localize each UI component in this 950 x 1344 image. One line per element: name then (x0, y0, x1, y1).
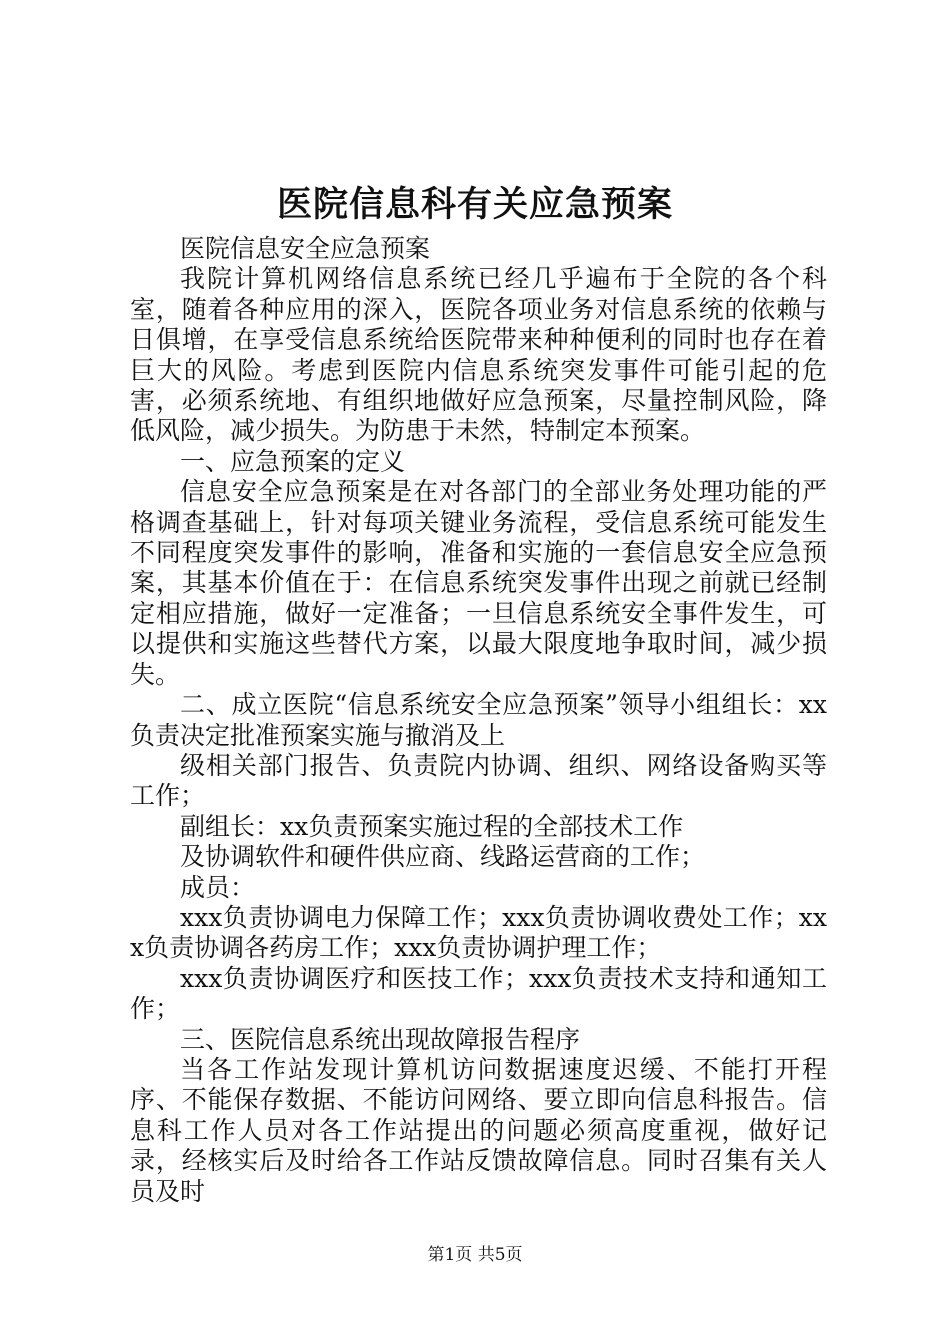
paragraph-members-list-1: xxx负责协调电力保障工作；xxx负责协调收费处工作；xxx负责协调各药房工作；xxx负责协调护理工作； (130, 902, 827, 963)
paragraph-deputy-duty: 及协调软件和硬件供应商、线路运营商的工作； (180, 842, 706, 872)
section-heading-2: 二、成立医院“信息系统安全应急预案”领导小组组长：xx负责决定批准预案实施与撤消及上 (130, 690, 827, 750)
paragraph-definition: 信息安全应急预案是在对各部门的全部业务处理功能的严格调查基础上，针对每项关键业务流程，受信息系统可能发生不同程度突发事件的影响，准备和实施的一套信息安全应急预案，其基本价值在于：在信息系统突发事件出现之前就已经制定相应措施，做好一定准备；一旦信息系统安全事件发生，可以提供和实施这些替代方案，以最大限度地争取时间，减少损失。 (130, 477, 827, 689)
document-title: 医院信息科有关应急预案 (276, 185, 673, 225)
section-heading-3: 三、医院信息系统出现故障报告程序 (180, 1024, 581, 1054)
paragraph-deputy: 副组长：xx负责预案实施过程的全部技术工作 (180, 811, 684, 841)
paragraph-members: 成员： (180, 872, 256, 902)
paragraph-leader-duty: 级相关部门报告、负责院内协调、组织、网络设备购买等工作； (130, 750, 827, 811)
paragraph-intro: 我院计算机网络信息系统已经几乎遍布于全院的各个科室，随着各种应用的深入，医院各项业务对信息系统的依赖与日俱增，在享受信息系统给医院带来种种便利的同时也存在着巨大的风险。考虑到医院内信息系统突发事件可能引起的危害，必须系统地、有组织地做好应急预案，尽量控制风险，降低风险，减少损失。为防患于未然，特制定本预案。 (130, 264, 827, 446)
paragraph-report-procedure: 当各工作站发现计算机访问数据速度迟缓、不能打开程序、不能保存数据、不能访问网络、要立即向信息科报告。信息科工作人员对各工作站提出的问题必须高度重视，做好记录，经核实后及时给各工作站反馈故障信息。同时召集有关人员及时 (130, 1054, 827, 1206)
document-body (130, 234, 827, 1207)
section-heading-1: 一、应急预案的定义 (180, 446, 406, 476)
page-footer: 第1页 共5页 (427, 1245, 523, 1265)
paragraph-subtitle: 医院信息安全应急预案 (180, 234, 431, 263)
paragraph-members-list-2: xxx负责协调医疗和医技工作；xxx负责技术支持和通知工作； (130, 963, 827, 1024)
